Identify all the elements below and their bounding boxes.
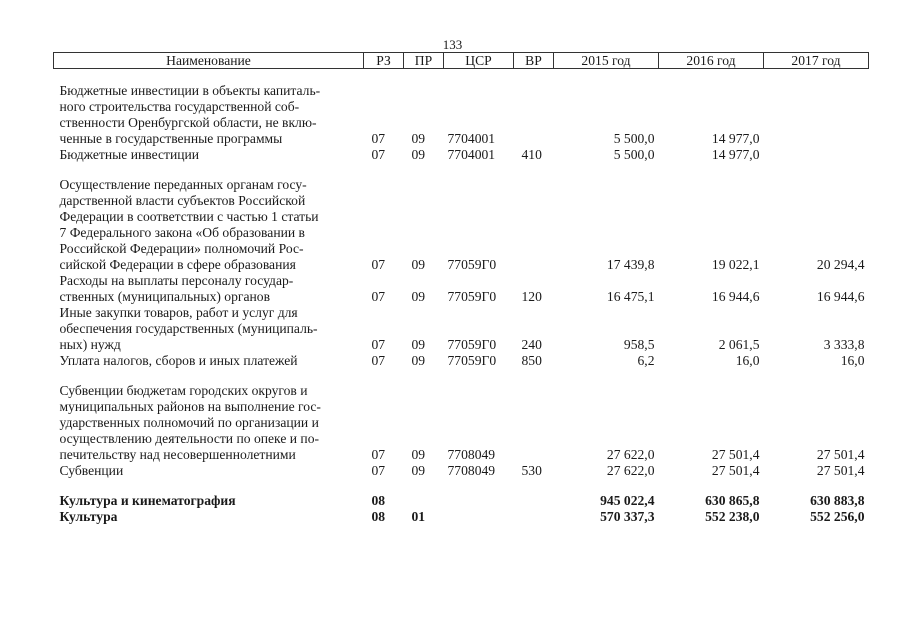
row-csr: 7708049 bbox=[447, 463, 496, 478]
row-name-line: печительству над несовершеннолетними bbox=[59, 447, 296, 462]
row-name bbox=[54, 463, 364, 479]
row-name-line: ственных (муниципальных) органов bbox=[59, 289, 270, 304]
row-name-line: Культура bbox=[59, 509, 118, 524]
row-2017: 27 501,4 bbox=[816, 463, 865, 478]
row-pr: 09 bbox=[411, 289, 426, 304]
table-row bbox=[54, 383, 869, 463]
row-2015: 5 500,0 bbox=[613, 131, 655, 146]
row-2017 bbox=[764, 83, 869, 147]
row-name bbox=[54, 509, 364, 525]
row-rz: 07 bbox=[371, 353, 386, 368]
row-2016: 16 944,6 bbox=[711, 289, 760, 304]
row-2016: 27 501,4 bbox=[711, 463, 760, 478]
row-2015: 570 337,3 bbox=[600, 509, 655, 524]
table-row bbox=[54, 509, 869, 525]
row-2015: 27 622,0 bbox=[606, 447, 655, 462]
row-name-line: Российской Федерации» полномочий Рос- bbox=[59, 241, 304, 256]
row-vr bbox=[514, 509, 554, 525]
row-name bbox=[54, 493, 364, 509]
header-vr: ВР bbox=[514, 53, 554, 69]
row-name bbox=[54, 177, 364, 273]
row-2016: 14 977,0 bbox=[711, 131, 760, 146]
row-spacer bbox=[54, 369, 869, 383]
table-row bbox=[54, 147, 869, 163]
row-vr: 410 bbox=[521, 147, 542, 162]
row-pr: 09 bbox=[411, 447, 426, 462]
row-name bbox=[54, 273, 364, 305]
row-pr: 09 bbox=[411, 257, 426, 272]
row-name-line: Расходы на выплаты персоналу государ- bbox=[59, 273, 294, 288]
row-2016: 2 061,5 bbox=[718, 337, 760, 352]
row-2017: 16,0 bbox=[840, 353, 865, 368]
header-2017: 2017 год bbox=[764, 53, 869, 69]
row-rz: 08 bbox=[371, 493, 386, 508]
table-row bbox=[54, 463, 869, 479]
row-csr: 77059Г0 bbox=[447, 289, 497, 304]
row-vr: 530 bbox=[521, 463, 542, 478]
row-spacer bbox=[54, 69, 869, 84]
row-2016: 14 977,0 bbox=[711, 147, 760, 162]
row-name-line: осуществлению деятельности по опеке и по- bbox=[59, 431, 320, 446]
row-name-line: ударственных полномочий по организации и bbox=[59, 415, 319, 430]
row-name bbox=[54, 147, 364, 163]
row-name-line: Культура и кинематография bbox=[59, 493, 236, 508]
row-name-line: ственности Оренбургской области, не вклю- bbox=[59, 115, 317, 130]
row-2015: 945 022,4 bbox=[600, 493, 655, 508]
row-name-line: сийской Федерации в сфере образования bbox=[59, 257, 296, 272]
row-2017: 552 256,0 bbox=[810, 509, 865, 524]
row-pr: 09 bbox=[411, 147, 426, 162]
page-number: 133 bbox=[442, 37, 463, 52]
row-name-line: Субвенции bbox=[59, 463, 124, 478]
row-name-line: Бюджетные инвестиции в объекты капиталь- bbox=[59, 83, 321, 98]
row-name bbox=[54, 383, 364, 463]
row-2017: 3 333,8 bbox=[823, 337, 865, 352]
row-name-line: 7 Федерального закона «Об образовании в bbox=[59, 225, 305, 240]
row-2017: 20 294,4 bbox=[816, 257, 865, 272]
table-body bbox=[54, 69, 869, 526]
header-pr: ПР bbox=[404, 53, 444, 69]
header-csr: ЦСР bbox=[444, 53, 514, 69]
row-vr bbox=[514, 493, 554, 509]
row-csr bbox=[444, 493, 514, 509]
row-name-line: ного строительства государственной соб- bbox=[59, 99, 300, 114]
table-row bbox=[54, 177, 869, 273]
table-row bbox=[54, 83, 869, 147]
row-pr: 09 bbox=[411, 353, 426, 368]
header-row bbox=[54, 53, 869, 69]
row-2017: 16 944,6 bbox=[816, 289, 865, 304]
row-2016: 19 022,1 bbox=[711, 257, 760, 272]
row-csr: 7704001 bbox=[447, 131, 496, 146]
header-2016: 2016 год bbox=[659, 53, 764, 69]
row-name-line: Федерации в соответствии с частью 1 статьи bbox=[59, 209, 319, 224]
row-vr: 120 bbox=[521, 289, 542, 304]
table-row bbox=[54, 273, 869, 305]
row-rz: 07 bbox=[371, 147, 386, 162]
row-name bbox=[54, 305, 364, 353]
row-csr bbox=[444, 509, 514, 525]
table-row bbox=[54, 305, 869, 353]
row-rz: 07 bbox=[371, 447, 386, 462]
row-2016: 630 865,8 bbox=[705, 493, 760, 508]
row-name-line: Осуществление переданных органам госу- bbox=[59, 177, 307, 192]
header-2015: 2015 год bbox=[554, 53, 659, 69]
row-name-line: дарственной власти субъектов Российской bbox=[59, 193, 306, 208]
table-row bbox=[54, 353, 869, 369]
row-name-line: Субвенции бюджетам городских округов и bbox=[59, 383, 308, 398]
row-vr: 240 bbox=[521, 337, 542, 352]
row-pr bbox=[404, 493, 444, 509]
row-spacer bbox=[54, 163, 869, 177]
row-pr: 09 bbox=[411, 131, 426, 146]
row-name-line: Уплата налогов, сборов и иных платежей bbox=[59, 353, 298, 368]
row-rz: 07 bbox=[371, 463, 386, 478]
row-pr: 09 bbox=[411, 337, 426, 352]
row-2017: 27 501,4 bbox=[816, 447, 865, 462]
row-pr: 01 bbox=[411, 509, 426, 524]
row-2017: 630 883,8 bbox=[810, 493, 865, 508]
row-rz: 07 bbox=[371, 257, 386, 272]
row-2015: 5 500,0 bbox=[613, 147, 655, 162]
row-rz: 07 bbox=[371, 337, 386, 352]
row-2015: 17 439,8 bbox=[606, 257, 655, 272]
row-name-line: Иные закупки товаров, работ и услуг для bbox=[59, 305, 298, 320]
row-vr bbox=[514, 83, 554, 147]
row-pr: 09 bbox=[411, 463, 426, 478]
row-csr: 7704001 bbox=[447, 147, 496, 162]
row-name-line: Бюджетные инвестиции bbox=[59, 147, 200, 162]
header-rz: РЗ bbox=[364, 53, 404, 69]
row-name-line: муниципальных районов на выполнение гос- bbox=[59, 399, 321, 414]
row-name-line: ченные в государственные программы bbox=[59, 131, 283, 146]
row-vr bbox=[514, 177, 554, 273]
row-rz: 07 bbox=[371, 289, 386, 304]
row-2015: 958,5 bbox=[623, 337, 655, 352]
row-name bbox=[54, 353, 364, 369]
row-csr: 77059Г0 bbox=[447, 353, 497, 368]
table-row bbox=[54, 493, 869, 509]
row-rz: 08 bbox=[371, 509, 386, 524]
row-2016: 16,0 bbox=[735, 353, 760, 368]
row-name bbox=[54, 83, 364, 147]
row-spacer bbox=[54, 479, 869, 493]
row-csr: 77059Г0 bbox=[447, 337, 497, 352]
row-csr: 77059Г0 bbox=[447, 257, 497, 272]
row-2015: 16 475,1 bbox=[606, 289, 655, 304]
row-2016: 552 238,0 bbox=[705, 509, 760, 524]
row-2015: 6,2 bbox=[637, 353, 655, 368]
budget-table bbox=[53, 52, 869, 525]
row-name-line: ных) нужд bbox=[59, 337, 121, 352]
row-2015: 27 622,0 bbox=[606, 463, 655, 478]
row-2017 bbox=[764, 147, 869, 163]
header-name: Наименование bbox=[54, 53, 364, 69]
row-rz: 07 bbox=[371, 131, 386, 146]
row-vr: 850 bbox=[521, 353, 542, 368]
row-name-line: обеспечения государственных (муниципаль- bbox=[59, 321, 318, 336]
row-csr: 7708049 bbox=[447, 447, 496, 462]
row-2016: 27 501,4 bbox=[711, 447, 760, 462]
row-vr bbox=[514, 383, 554, 463]
